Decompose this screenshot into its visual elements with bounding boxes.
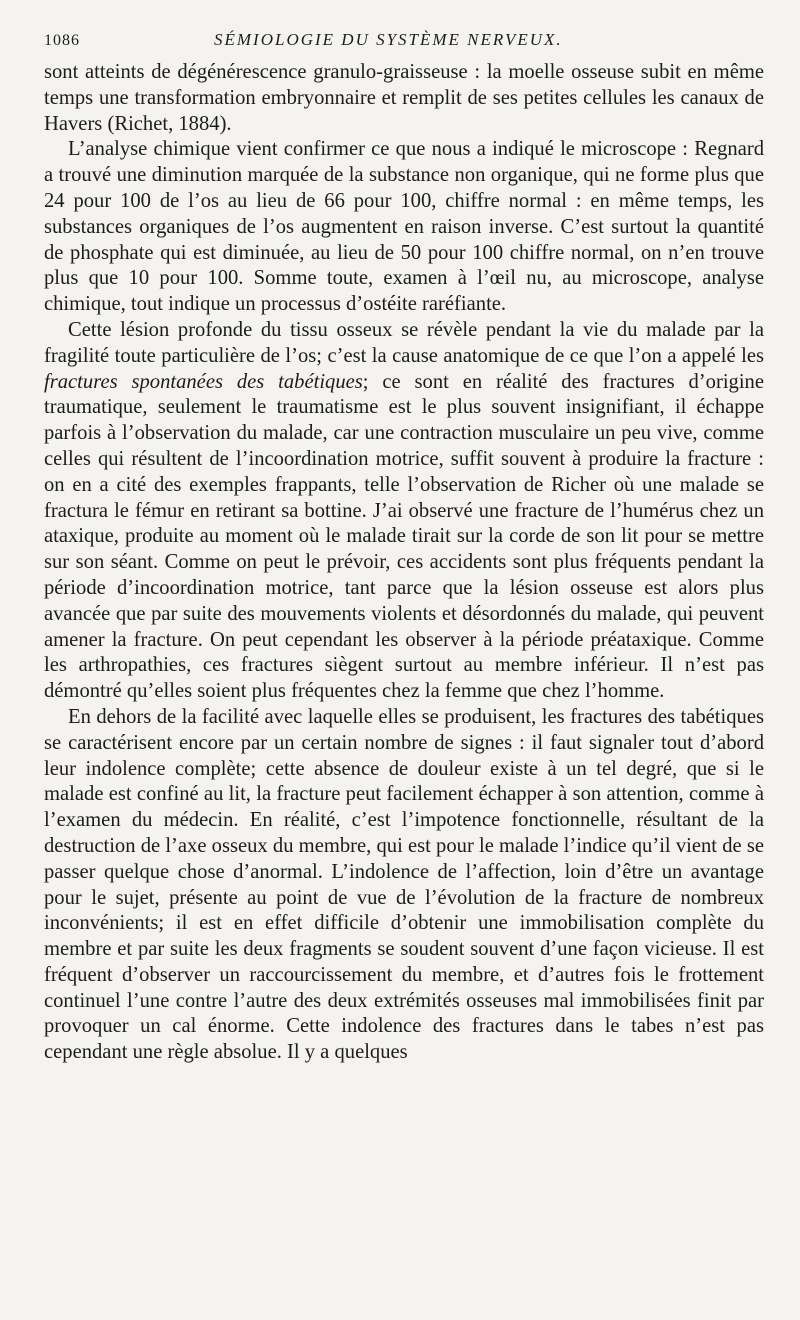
paragraph-3 [44,318,764,705]
paragraph-4: En dehors de la facilité avec laquelle elles se produisent, les fractures des tabétiques se caractérisent encore par un certain nombre de signes : il faut signaler tout d’abord leur indolence complète; cette absence de douleur existe à un tel degré, que si le malade est confiné au lit, la fracture peut facilement échapper à son attention, comme à l’examen du médecin. En réalité, c’est l’impotence fonctionnelle, résultant de la destruction de l’axe osseux du membre, qui est pour le malade l’indice qu’il vient de se passer quelque chose d’anormal. L’indolence de l’affection, loin d’être un avantage pour le sujet, présente au point de vue de l’évolution de la fracture de nombreux inconvénients; il est en effet difficile d’obtenir une immobilisation complète du membre et par suite les deux fragments se soudent souvent d’une façon vicieuse. Il est fréquent d’observer un raccourcissement du membre, et d’autres fois le frottement continuel l’une contre l’autre des deux extrémités osseuses mal immobilisées finit par provoquer un cal énorme. Cette indolence des fractures dans le tabes n’est pas cependant une règle absolue. Il y a quelques [44,705,764,1064]
running-head [44,30,764,60]
paragraph-3-text-end: ; ce sont en réalité des fractures d’origine traumatique, seulement le traumatisme est le plus souvent insignifiant, il échappe parfois à l’observation du malade, car une contraction musculaire un peu vive, comme celles qui résultent de l’incoordination motrice, suffit souvent à produire la fracture : on en a cité des exemples frappants, telle l’observation de Richer où une malade se fractura le fémur en retirant sa bottine. J’ai observé une fracture de l’humérus chez un ataxique, produite au moment où le malade tirait sur la corde de son lit pour se mettre sur son séant. Comme on peut le prévoir, ces accidents sont plus fréquents pendant la période d’incoordination motrice, tant parce que la lésion osseuse est alors plus avancée que par suite des mouvements violents et désordonnés du malade, qui peuvent amener la fracture. On peut cependant les observer à la période préataxique. Comme les arthropathies, ces fractures siègent surtout au membre inférieur. Il n’est pas démontré qu’elles soient plus fréquentes chez la femme que chez l’homme. [44,370,764,703]
paragraph-3-text-start: Cette lésion profonde du tissu osseux se révèle pendant la vie du malade par la fragilité toute particulière de l’os; c’est la cause anatomique de ce que l’on a appelé les [44,318,764,367]
paragraph-1: sont atteints de dégénérescence granulo-graisseuse : la moelle osseuse subit en même temps une transformation embryonnaire et remplit de ses petites cellules les canaux de Havers (Richet, 1884). [44,61,764,135]
body-text [44,60,764,1066]
italic-term: fractures spontanées des tabétiques [44,370,363,393]
paragraph-2: L’analyse chimique vient confirmer ce que nous a indiqué le microscope : Regnard a trouvé une diminution marquée de la substance non organique, qui ne forme plus que 24 pour 100 de l’os au lieu de 66 pour 100, chiffre normal : en même temps, les substances organiques de l’os augmentent en raison inverse. C’est surtout la quantité de phosphate qui est diminuée, au lieu de 50 pour 100 chiffre normal, on n’en trouve plus que 10 pour 100. Somme toute, examen à l’œil nu, au microscope, analyse chimique, tout indique un processus d’ostéite raréfiante. [44,138,764,316]
page-number: 1086 [44,32,80,49]
running-title: SÉMIOLOGIE DU SYSTÈME NERVEUX. [214,30,563,49]
